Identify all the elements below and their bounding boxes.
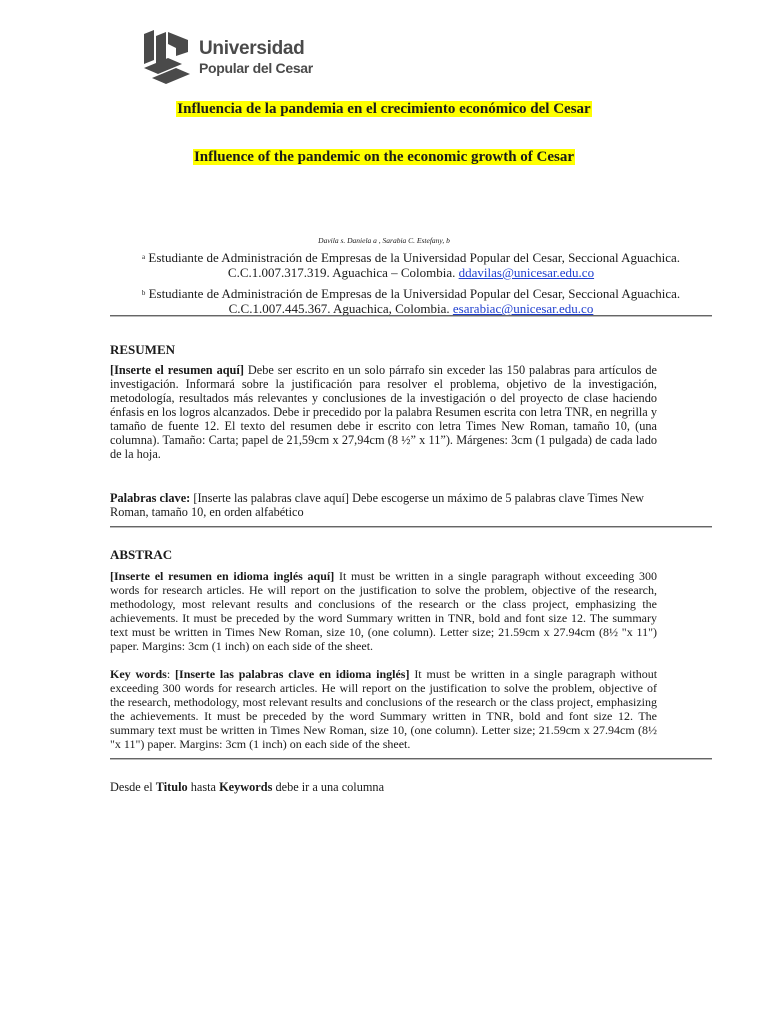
heading-abstrac: ABSTRAC [110,547,173,562]
logo-text-universidad: Universidad [199,38,305,59]
email-link-b[interactable]: esarabiac@unicesar.edu.co [452,301,594,316]
key-words-paragraph: Key words: [Inserte las palabras clave en idioma inglés] It must be written in a single paragraph without exceeding 300 words for research articles. He will report on the justification to solve the problem, objective of the research, methodology, most relevant results and conclusions of the research or the class project, emphasizing the achievements. It must be preceded by the word Summary written in TNR, bold and font size 12. The summary text must be written in Times New Roman, size 10, (one column). Letter size; 21.59cm x 27.94cm (8½ "x 11") paper. Margins: 3cm (1 inch) on each side of the sheet. [110,667,658,751]
logo-text-popular-del-cesar: Popular del Cesar [199,60,313,76]
university-logo [142,30,312,86]
upc-emblem-icon [142,30,194,86]
palabras-clave-paragraph: Palabras clave: [Inserte las palabras clave aquí] Debe escogerse un máximo de 5 palabras clave Times New Roman, tamaño 10, en orden alfabético [110,491,645,519]
divider [110,526,712,528]
divider [110,315,712,317]
resumen-paragraph: [Inserte el resumen aquí] Debe ser escrito en un solo párrafo sin exceder las 150 palabras para artículos de investigación. Informará sobre la justificación para resolver el problema, objetivo de la investigación, metodología, resultados más relevantes y conclusiones de la investigación o del proyecto de clase haciendo énfasis en los logros alcanzados. Debe ir precedido por la palabra Resumen escrita con letra TNR, en negrilla y tamaño de fuente 12. El texto del resumen debe ir escrito con letra Times New Roman, tamaño 10, (una columna). Tamaño: Carta; papel de 21,59cm x 27,94cm (8 ½” x 11”). Márgenes: 3cm (1 pulgada) de cada lado de la hoja. [110,363,657,461]
title-spanish: Influencia de la pandemia en el crecimiento económico del Cesar [177,101,591,117]
affiliation-b: $^b$ Estudiante de Administración de Empresas de la Universidad Popular del Cesar, Seccional Aguachica. C.C.1.007.445.367. Aguachica, Colombia. esarabiac@unicesar.edu.co [141,286,681,316]
email-link-a[interactable]: ddavilas@unicesar.edu.co [458,265,595,280]
authors-line: Davila s. Daniela a , Sarabia C. Estefany, b [318,236,450,245]
affiliation-a: $^a$ Estudiante de Administración de Empresas de la Universidad Popular del Cesar, Seccional Aguachica. C.C.1.007.317.319. Aguachica – Colombia. ddavilas@unicesar.edu.co [142,250,680,280]
title-english: Influence of the pandemic on the economic growth of Cesar [193,149,575,165]
heading-resumen: RESUMEN [110,342,176,357]
divider [110,758,712,760]
abstract-paragraph: [Inserte el resumen en idioma inglés aquí] It must be written in a single paragraph without exceeding 300 words for research articles. He will report on the justification to solve the problem, objective of the research, methodology, most relevant results and conclusions of the research or the class project, emphasizing the achievements. It must be preceded by the word Summary written in TNR, bold and font size 12. The summary text must be written in Times New Roman, size 10, (one column). Letter size; 21.59cm x 27.94cm (8½ "x 11") paper. Margins: 3cm (1 inch) on each side of the sheet. [110,569,657,653]
column-note: Desde el Titulo hasta Keywords debe ir a una columna [110,780,385,794]
